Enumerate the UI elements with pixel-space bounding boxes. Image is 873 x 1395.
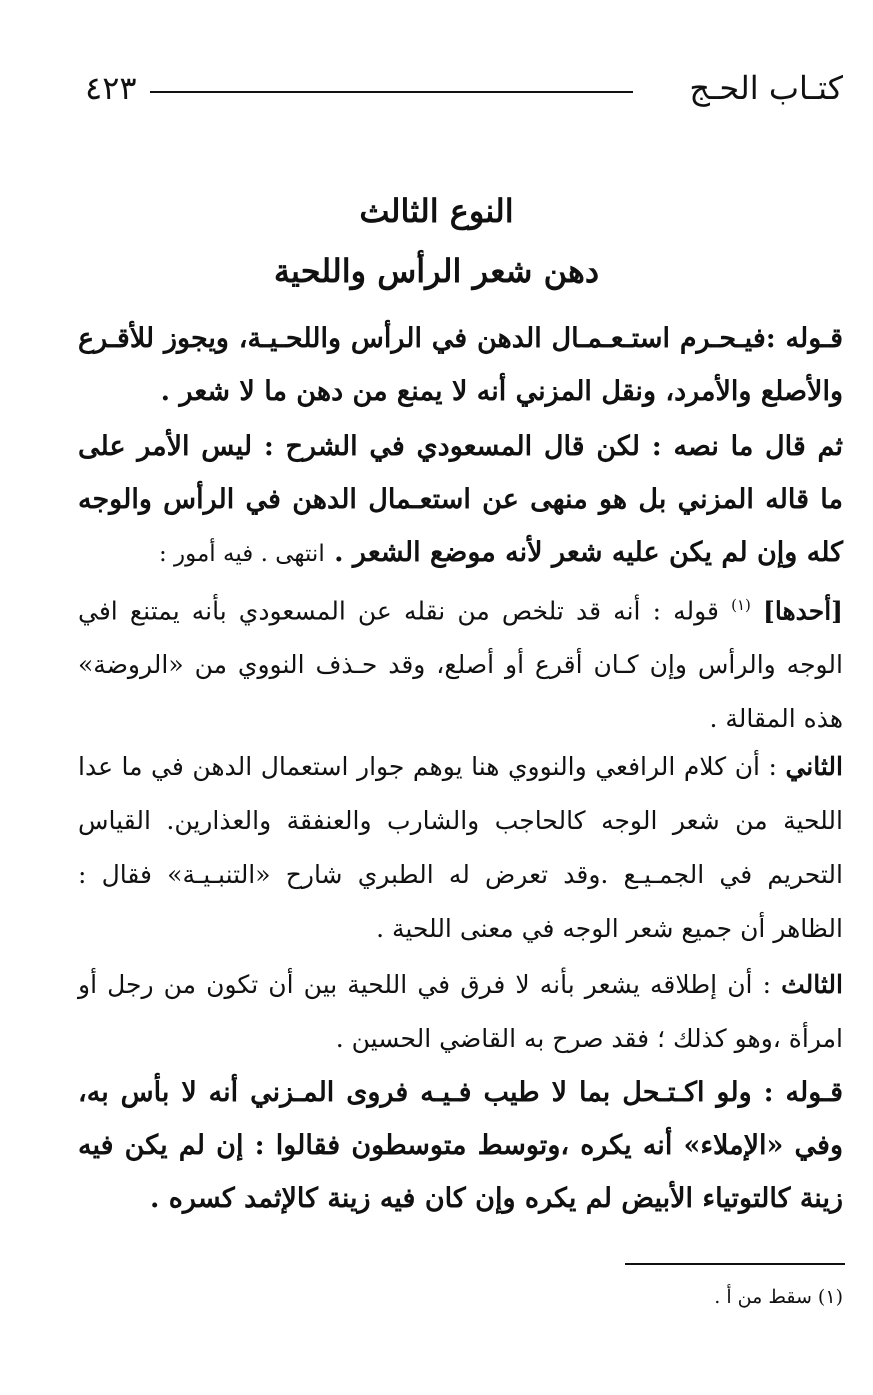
second-point-label: الثاني bbox=[785, 752, 843, 781]
page-number: ٤٢٣ bbox=[85, 69, 137, 107]
third-point-label: الثالث bbox=[781, 970, 843, 999]
paragraph-quote-1: قـوله :فيـحـرم استـعـمـال الدهن في الرأس واللحـيـة، ويجوز للأقـرع والأصلع والأمرد، ونقل المزني أنه لا يمنع من دهن ما لا شعر . bbox=[78, 323, 843, 407]
paragraph-first-point bbox=[78, 578, 843, 746]
footnote-reference: (١) bbox=[731, 596, 751, 614]
paragraph-third-point bbox=[78, 958, 843, 1066]
first-point-label: [أحدها] bbox=[763, 596, 843, 626]
footnote: (١) سقط من أ . bbox=[714, 1286, 843, 1308]
page-header bbox=[85, 62, 843, 114]
second-point-body: : أن كلام الرافعي والنووي هنا يوهم جوار استعمال الدهن في ما عدا اللحية من شعر الوجه كالحاجب والشارب والعنفقة والعذارين. القياس التحريم في الجمـيـع .وقد تعرض له الطبري شارح «التنبـيـة» فقال : الظاهر أن جميع شعر الوجه في معنى اللحية . bbox=[78, 752, 843, 943]
paragraph-quote-3: قـوله : ولو اكـتـحل بما لا طيب فـيـه فروى المـزني أنه لا بأس به، وفي «الإملاء» أنه يكره ،وتوسط متوسطون فقالوا : إن لم يكن فيه زينة كالتوتياء الأبيض لم يكره وإن كان فيه زينة كالإثمد كسره . bbox=[78, 1077, 843, 1214]
header-rule bbox=[150, 91, 633, 93]
first-point-body: قوله : أنه قد تلخص من نقله عن المسعودي بأنه يمتنع افي الوجه والرأس وإن كـان أقرع أو أصلع، وقد حـذف النووي من «الروضة» هذه المقالة . bbox=[78, 596, 843, 734]
paragraph-quote-2-main: ثم قال ما نصه : لكن قال المسعودي في الشرح : ليس الأمر على ما قاله المزني بل هو منهى عن استعـمال الدهن في الرأس والوجه كله وإن لم يكن عليه شعر لأنه موضع الشعر . bbox=[78, 431, 843, 568]
paragraph-quote-2-tail: انتهى . فيه أمور : bbox=[158, 541, 325, 567]
paragraph-quote-2 bbox=[78, 420, 843, 581]
section-heading: النوع الثالث bbox=[359, 192, 514, 230]
third-point-body: : أن إطلاقه يشعر بأنه لا فرق في اللحية بين أن تكون من رجل أو امرأة ،وهو كذلك ؛ فقد صرح به القاضي الحسين . bbox=[78, 970, 843, 1053]
subsection-heading: دهن شعر الرأس واللحية bbox=[273, 252, 600, 290]
running-title: كتـاب الحـج bbox=[689, 69, 843, 107]
footnote-rule bbox=[625, 1263, 845, 1265]
paragraph-second-point bbox=[78, 740, 843, 956]
